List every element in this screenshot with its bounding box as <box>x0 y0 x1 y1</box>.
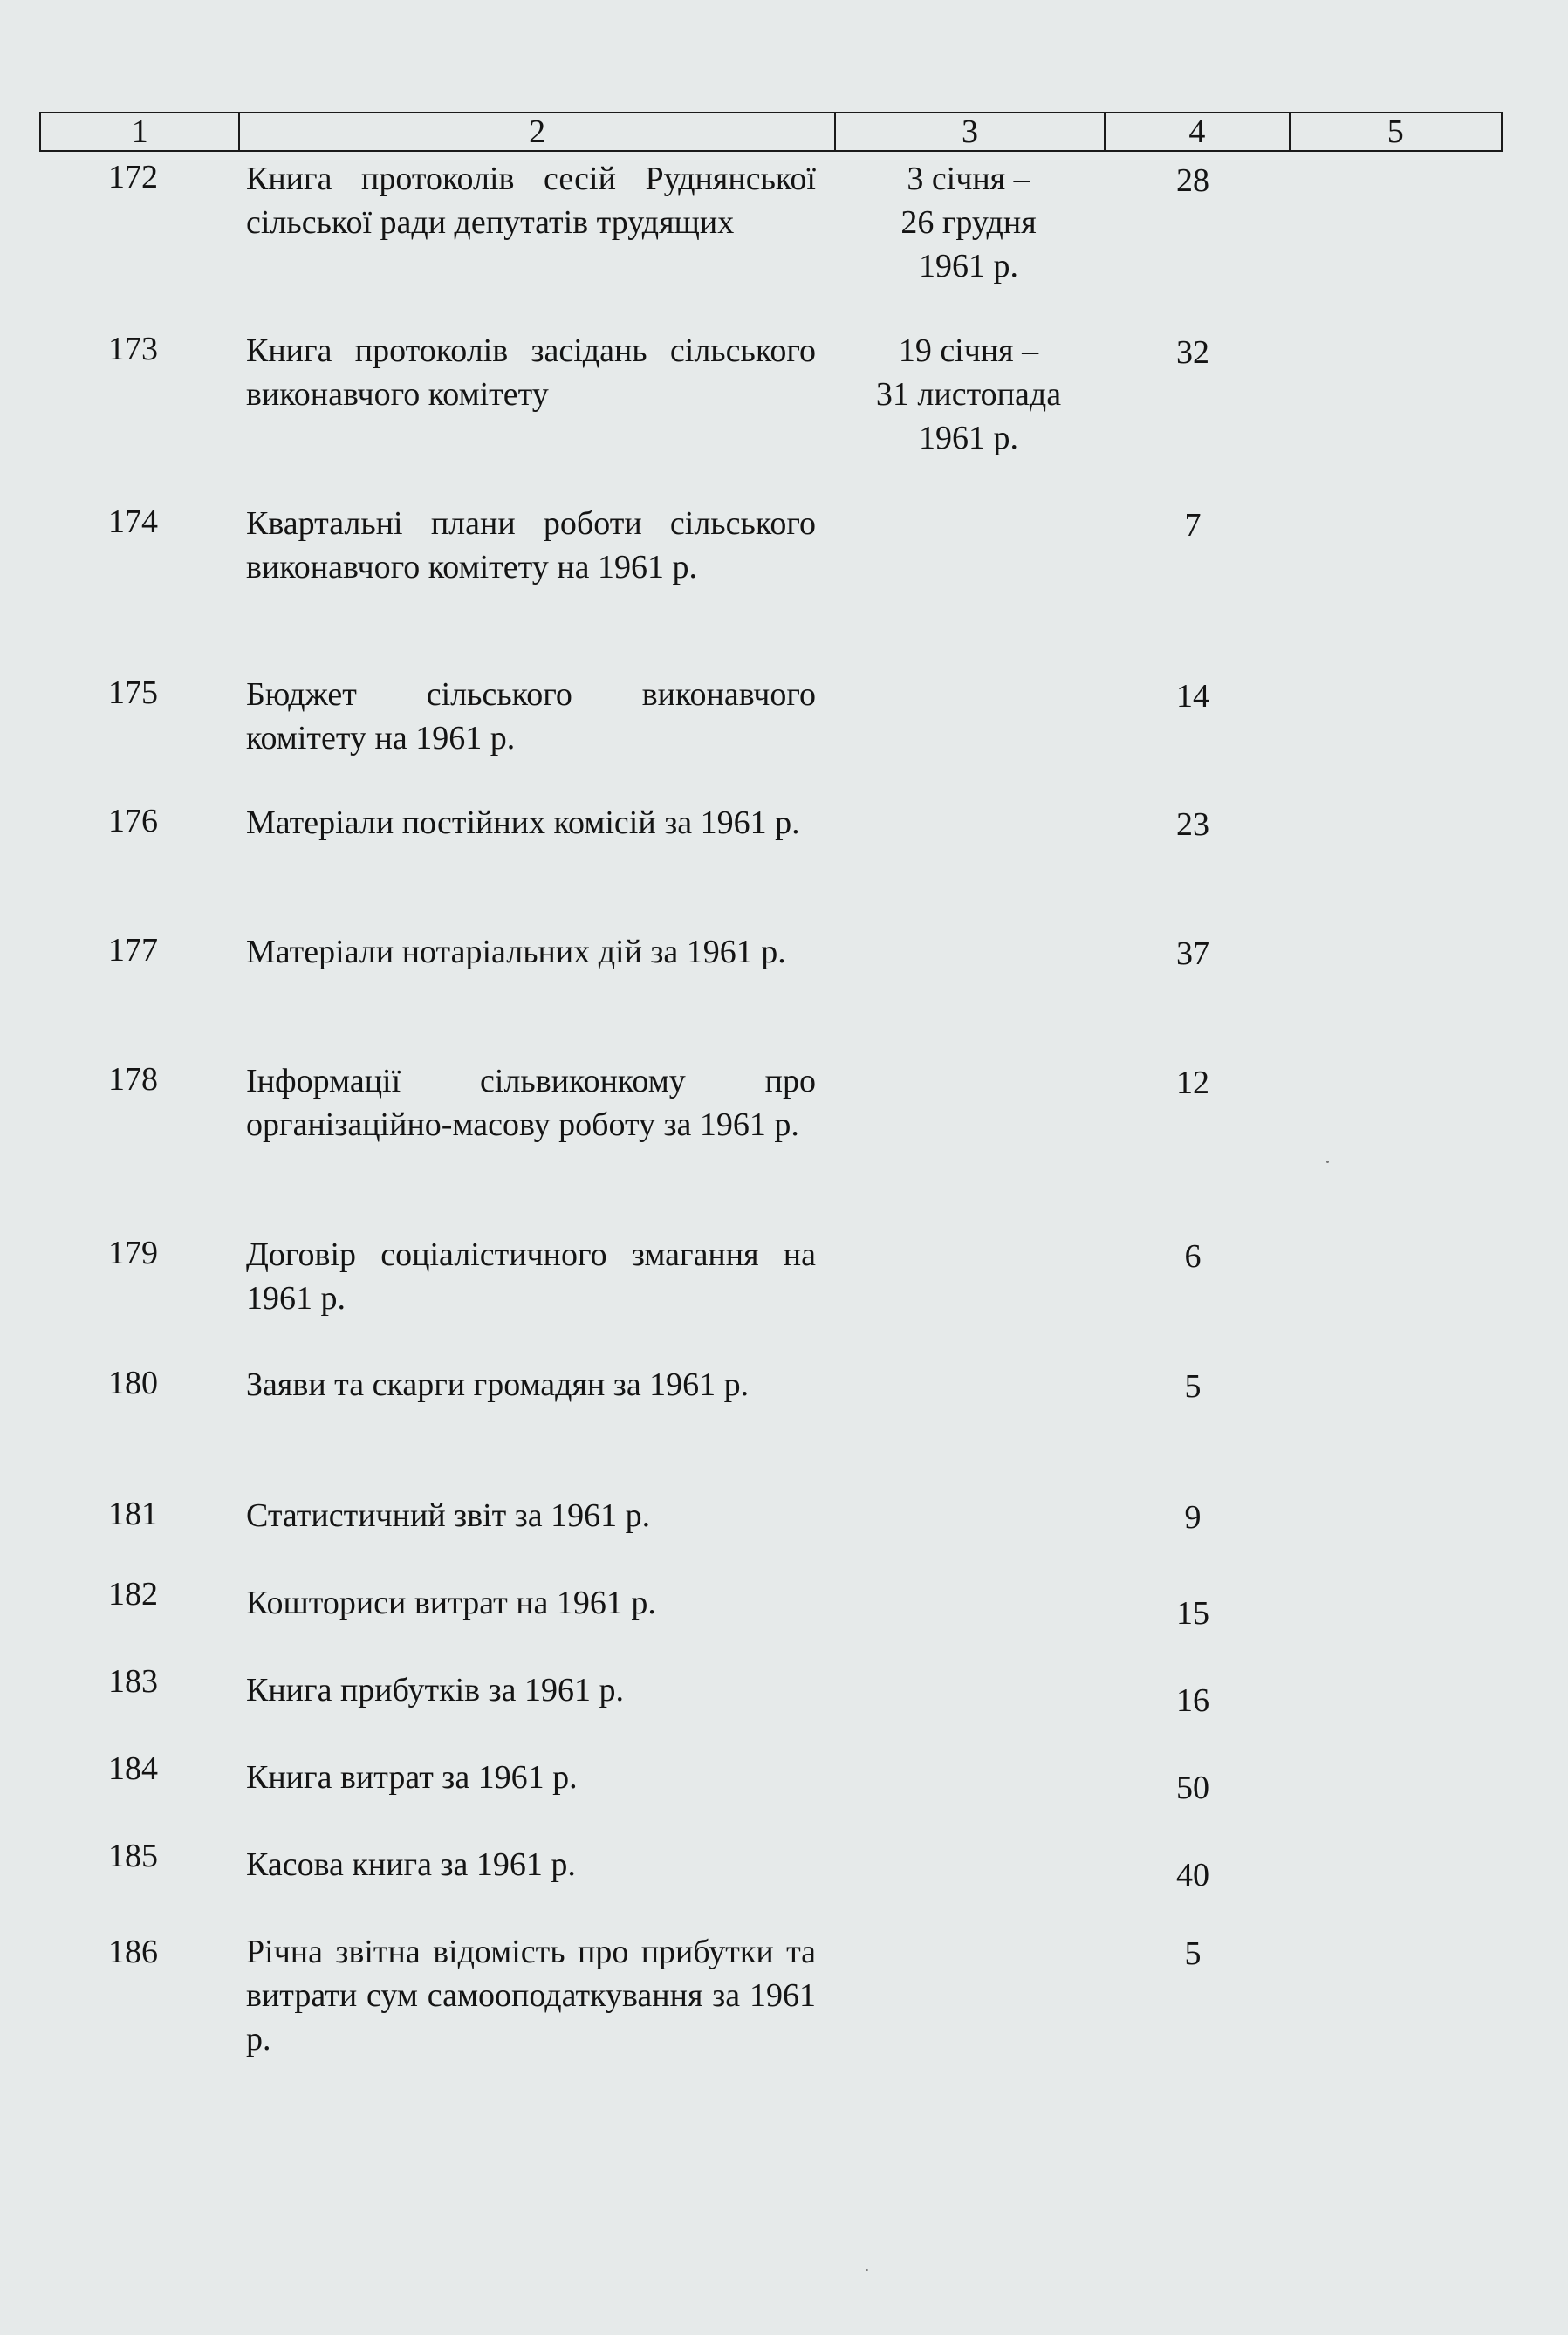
sheet-count: 15 <box>1176 1595 1209 1632</box>
sheet-count: 5 <box>1184 1368 1202 1405</box>
case-number: 173 <box>108 331 158 367</box>
sheet-count: 14 <box>1176 678 1209 715</box>
scan-speck <box>866 2269 868 2271</box>
sheet-count: 12 <box>1176 1065 1209 1101</box>
sheet-count: 6 <box>1184 1238 1202 1275</box>
sheet-count: 7 <box>1184 507 1202 544</box>
case-title: Книга прибутків за 1961 р. <box>246 1672 624 1708</box>
case-title: Матеріали постійних комісій за 1961 р. <box>246 805 800 841</box>
case-title: Договір соціалістичного змагання на 1961 р. <box>246 1236 816 1317</box>
sheet-count: 5 <box>1184 1935 1202 1972</box>
case-number: 180 <box>108 1365 158 1401</box>
case-number: 176 <box>108 803 158 839</box>
case-number: 175 <box>108 674 158 711</box>
case-number: 183 <box>108 1663 158 1700</box>
sheet-count: 32 <box>1176 334 1209 371</box>
header-cell-3: 3 <box>834 113 1104 150</box>
case-number: 177 <box>108 932 158 969</box>
scan-speck <box>1326 1161 1329 1163</box>
case-title: Бюджет сільського виконавчого комітету на 1961 р. <box>246 676 816 757</box>
case-title: Матеріали нотаріальних дій за 1961 р. <box>246 934 786 970</box>
header-cell-5: 5 <box>1289 113 1501 150</box>
sheet-count: 40 <box>1176 1857 1209 1893</box>
sheet-count: 37 <box>1176 935 1209 972</box>
case-title: Інформації сільвиконкому про організаційно-масову роботу за 1961 р. <box>246 1063 816 1143</box>
case-number: 178 <box>108 1061 158 1098</box>
table-header-row <box>39 112 1503 152</box>
case-number: 185 <box>108 1838 158 1874</box>
case-date-range: 3 січня – 26 грудня 1961 р. <box>900 161 1037 284</box>
header-cell-4: 4 <box>1104 113 1289 150</box>
header-cell-2: 2 <box>238 113 833 150</box>
case-number: 182 <box>108 1576 158 1613</box>
sheet-count: 28 <box>1176 162 1209 199</box>
sheet-count: 50 <box>1176 1770 1209 1806</box>
case-title: Книга витрат за 1961 р. <box>246 1759 578 1796</box>
sheet-count: 23 <box>1176 806 1209 843</box>
case-title: Кошториси витрат на 1961 р. <box>246 1585 656 1621</box>
sheet-count: 9 <box>1184 1499 1202 1536</box>
case-number: 174 <box>108 503 158 540</box>
header-cell-1: 1 <box>131 113 148 150</box>
case-title: Квартальні плани роботи сільського виконавчого комітету на 1961 р. <box>246 505 816 585</box>
case-number: 179 <box>108 1235 158 1271</box>
case-number: 172 <box>108 159 158 195</box>
case-date-range: 19 січня – 31 листопада 1961 р. <box>875 332 1062 456</box>
case-title: Статистичний звіт за 1961 р. <box>246 1497 651 1534</box>
case-title: Заяви та скарги громадян за 1961 р. <box>246 1366 750 1403</box>
sheet-count: 16 <box>1176 1682 1209 1719</box>
case-title: Книга протоколів сесій Руднянської сільської ради депутатів трудящих <box>246 161 816 241</box>
case-number: 184 <box>108 1750 158 1787</box>
case-number: 186 <box>108 1934 158 1970</box>
case-title: Касова книга за 1961 р. <box>246 1846 576 1883</box>
case-title: Книга протоколів засідань сільського виконавчого комітету <box>246 332 816 413</box>
case-number: 181 <box>108 1496 158 1532</box>
case-title: Річна звітна відомість про прибутки та витрати сум самооподаткування за 1961 р. <box>246 1934 816 2058</box>
